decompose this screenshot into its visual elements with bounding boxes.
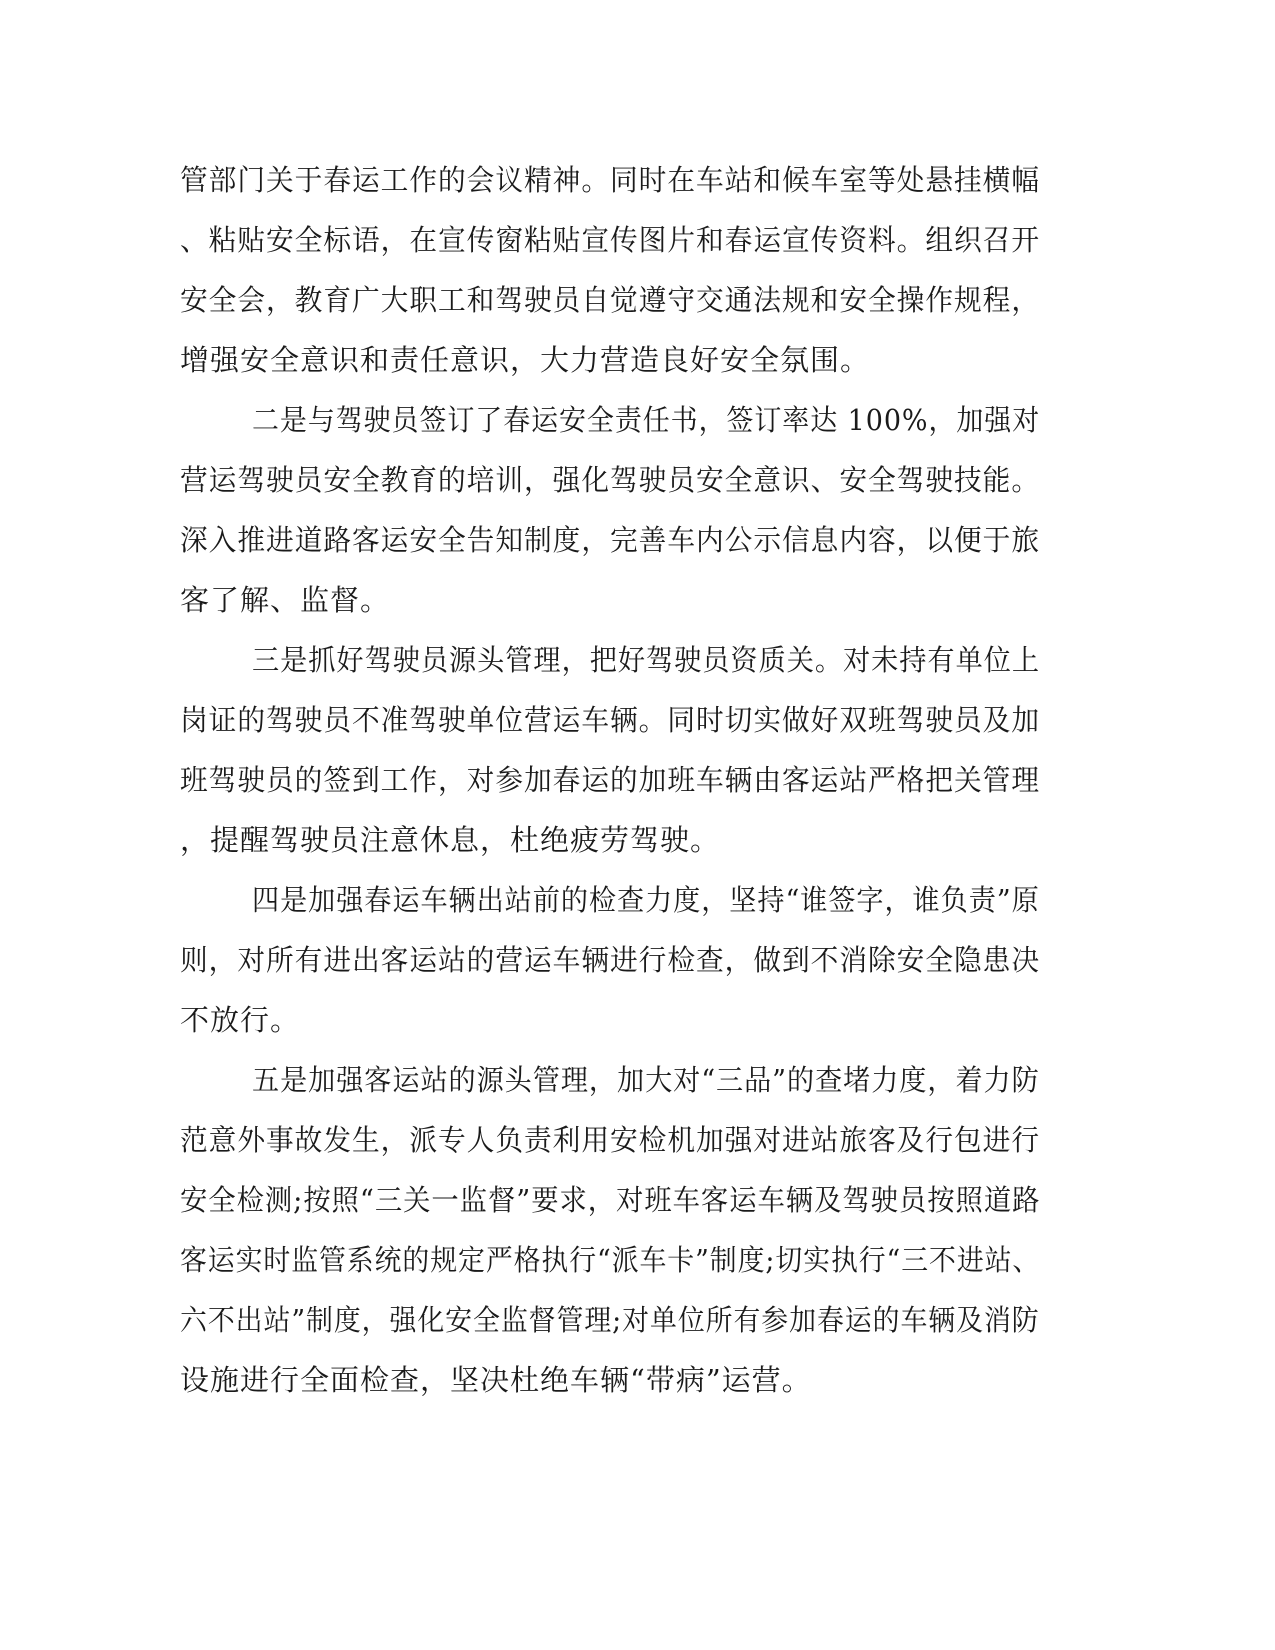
text-line: 范意外事故发生，派专人负责利用安检机加强对进站旅客及行包进行 [180,1123,1041,1157]
paragraph-first-line: 三是抓好驾驶员源头管理，把好驾驶员资质关。对未持有单位上 [252,643,1041,677]
text-line: 设施进行全面检查，坚决杜绝车辆“带病”运营。 [180,1363,812,1397]
text-line: 班驾驶员的签到工作，对参加春运的加班车辆由客运站严格把关管理 [180,763,1041,797]
text-line: 增强安全意识和责任意识，大力营造良好安全氛围。 [180,343,871,377]
text-line: 管部门关于春运工作的会议精神。同时在车站和候车室等处悬挂横幅 [180,163,1041,197]
text-line: 不放行。 [180,1003,301,1037]
text-line: 安全检测;按照“三关一监督”要求，对班车客运车辆及驾驶员按照道路 [180,1183,1041,1217]
paragraph-first-line: 五是加强客运站的源头管理，加大对“三品”的查堵力度，着力防 [252,1063,1040,1097]
text-line: 六不出站”制度，强化安全监督管理;对单位所有参加春运的车辆及消防 [180,1303,1040,1337]
text-line: 客运实时监管系统的规定严格执行“派车卡”制度;切实执行“三不进站、 [180,1243,1041,1277]
text-line: 客了解、监督。 [180,583,391,617]
text-line: ，提醒驾驶员注意休息，杜绝疲劳驾驶。 [180,823,721,857]
paragraph-first-line: 二是与驾驶员签订了春运安全责任书，签订率达 100%，加强对 [252,403,1041,437]
text-line: 营运驾驶员安全教育的培训，强化驾驶员安全意识、安全驾驶技能。 [180,463,1041,497]
text-line: 岗证的驾驶员不准驾驶单位营运车辆。同时切实做好双班驾驶员及加 [180,703,1041,737]
paragraph-first-line: 四是加强春运车辆出站前的检查力度，坚持“谁签字，谁负责”原 [252,883,1040,917]
body-text [180,160,1040,1420]
text-line: 深入推进道路客运安全告知制度，完善车内公示信息内容，以便于旅 [180,523,1041,557]
text-line: 则，对所有进出客运站的营运车辆进行检查，做到不消除安全隐患决 [180,943,1041,977]
text-line: 、粘贴安全标语，在宣传窗粘贴宣传图片和春运宣传资料。组织召开 [180,223,1041,257]
text-line: 安全会，教育广大职工和驾驶员自觉遵守交通法规和安全操作规程， [180,283,1041,317]
